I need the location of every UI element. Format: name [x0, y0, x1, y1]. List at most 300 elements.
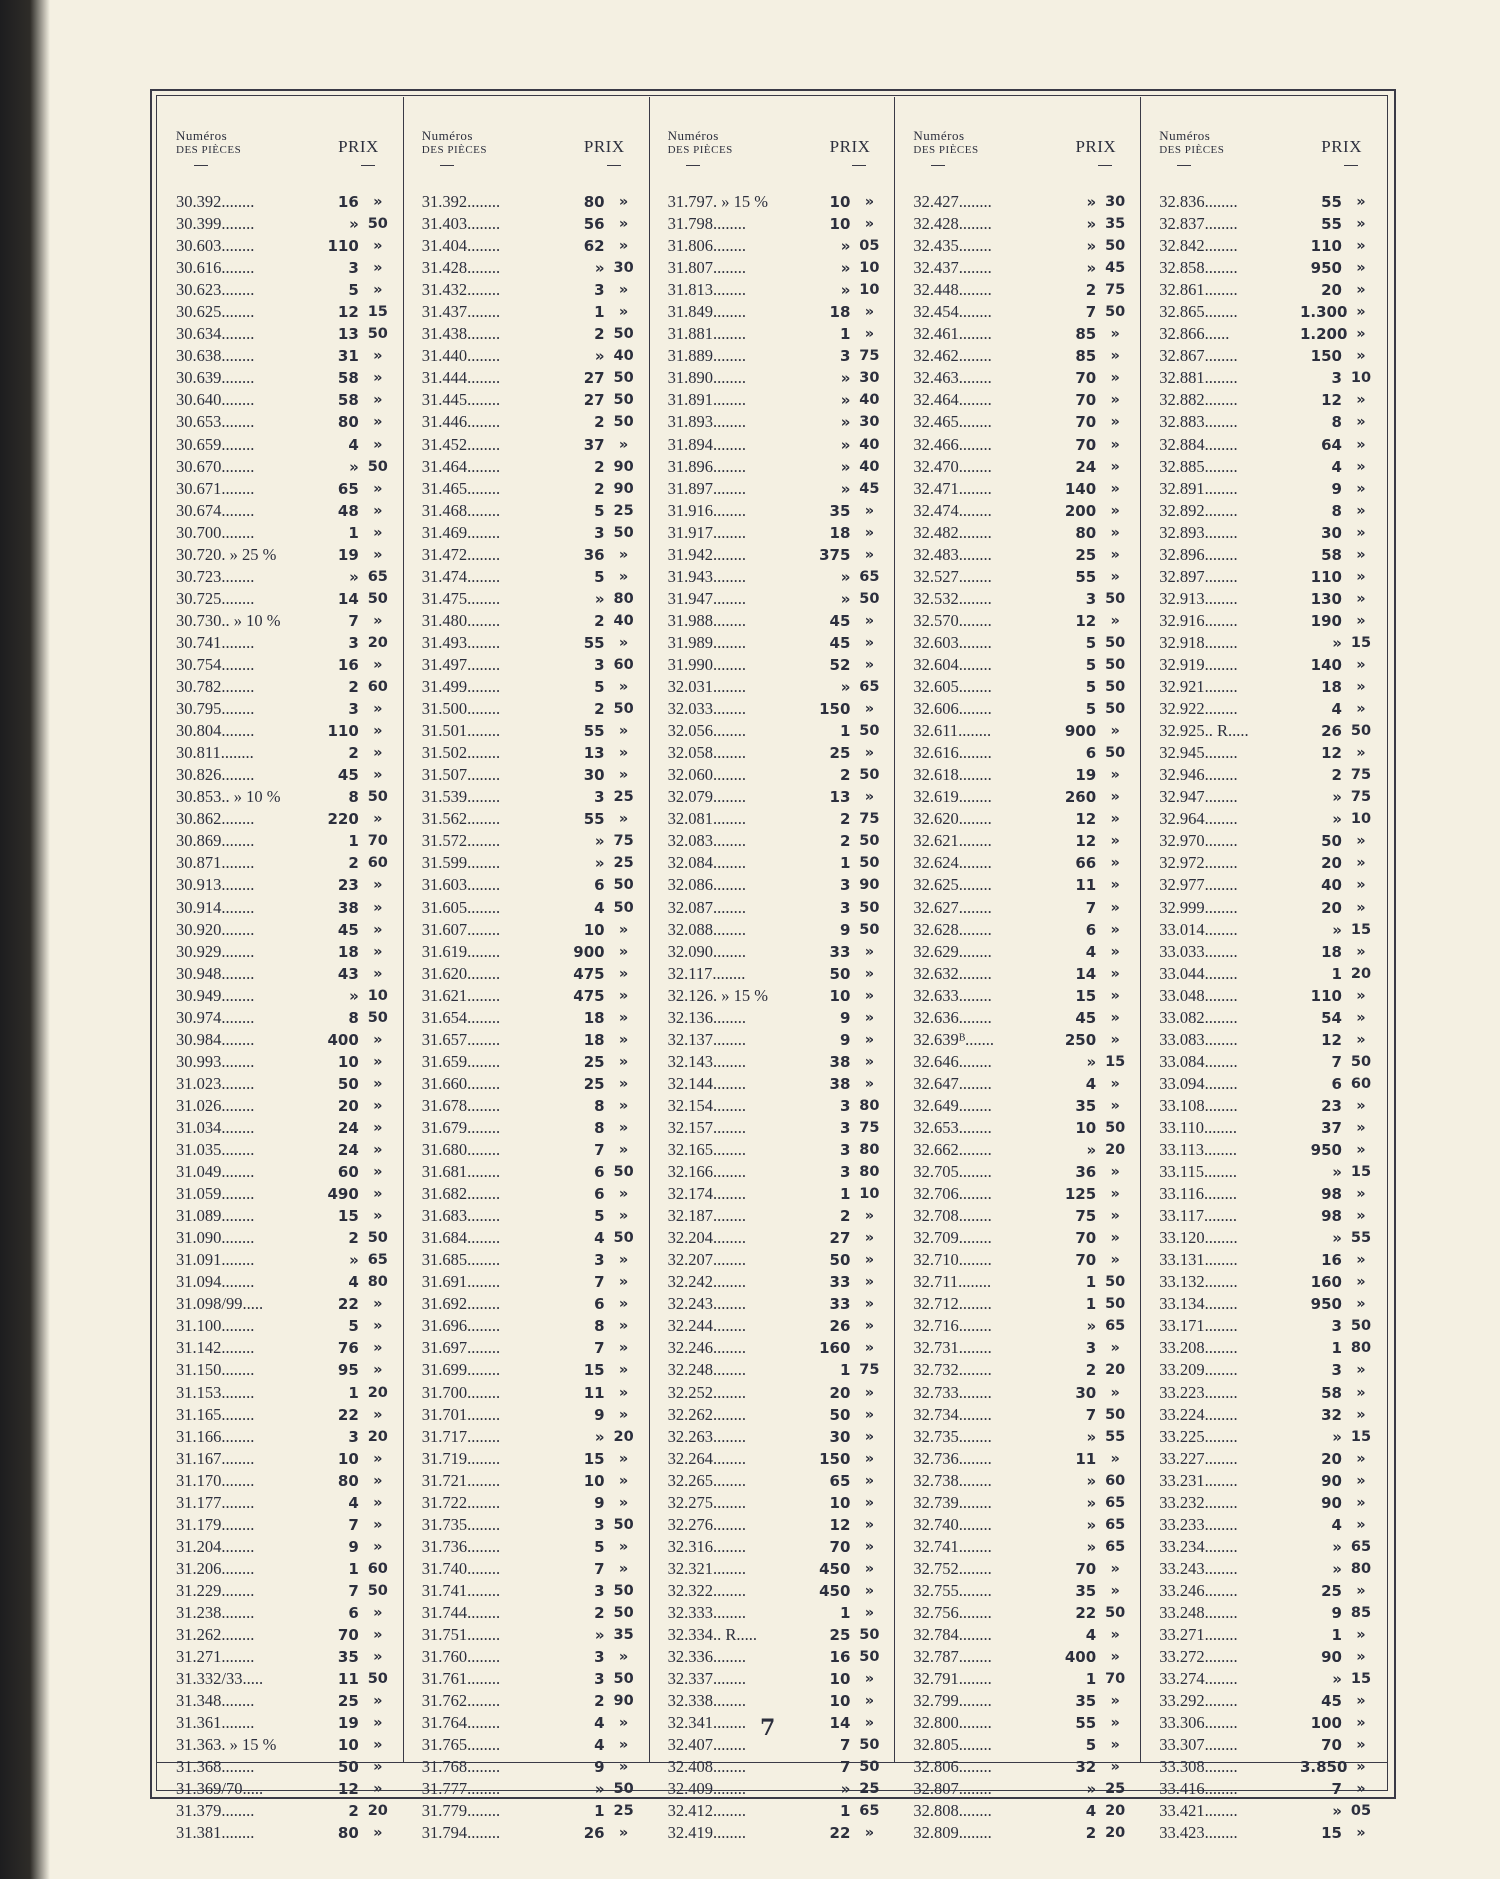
part-number: 31.475........: [421, 588, 501, 608]
price-row: [668, 1778, 889, 1800]
price-centimes: »: [618, 568, 629, 585]
part-number: 30.811........: [176, 743, 254, 763]
price-centimes: 15: [1105, 1053, 1126, 1070]
price-centimes: »: [618, 987, 629, 1004]
price-row: [668, 1095, 889, 1117]
part-number: 30.853.. » 10 %: [176, 787, 281, 807]
price-francs: »: [840, 678, 851, 697]
price-centimes: 65: [367, 1252, 388, 1269]
price-centimes: »: [864, 1252, 875, 1269]
price-row: [422, 588, 643, 610]
part-number: 32.731........: [913, 1338, 992, 1358]
part-number: 32.338........: [667, 1691, 746, 1711]
part-number: 31.813........: [667, 280, 746, 300]
part-number: 32.462........: [913, 346, 992, 366]
header-dashes: [668, 157, 889, 177]
price-francs: 450: [819, 1559, 851, 1578]
price-row: [913, 1800, 1134, 1822]
part-number: 32.916........: [1159, 610, 1238, 630]
price-row: [176, 544, 397, 566]
price-row: [668, 874, 889, 896]
price-centimes: »: [1110, 326, 1120, 343]
price-row: [668, 1337, 889, 1359]
price-centimes: »: [373, 1362, 383, 1379]
price-row: [176, 698, 397, 720]
part-number: 32.913........: [1159, 588, 1238, 608]
price-francs: 10: [583, 1471, 605, 1490]
part-number: 33.421........: [1159, 1801, 1238, 1821]
price-centimes: »: [373, 899, 383, 916]
price-row: [422, 1161, 643, 1183]
price-francs: 12: [337, 1780, 359, 1799]
part-number: 33.044........: [1159, 963, 1238, 983]
price-centimes: 20: [367, 1384, 388, 1401]
price-francs: 12: [337, 303, 359, 322]
price-row: [1159, 941, 1380, 963]
price-row: [913, 411, 1134, 433]
price-centimes: 50: [859, 899, 880, 916]
price-row: [422, 367, 643, 389]
part-number: 32.629........: [913, 941, 992, 961]
part-number: 30.869........: [176, 831, 255, 851]
price-francs: 10: [829, 1493, 851, 1512]
price-francs: 11: [1075, 1449, 1097, 1468]
part-number: 31.444........: [421, 368, 501, 388]
part-number: 32.738........: [913, 1470, 992, 1490]
price-centimes: »: [373, 524, 383, 541]
price-centimes: »: [1356, 304, 1366, 321]
price-francs: 3: [839, 876, 851, 895]
price-row: [913, 522, 1134, 544]
price-row: [1159, 588, 1380, 610]
price-row: [1159, 367, 1380, 389]
price-centimes: 90: [613, 480, 634, 497]
part-number: 32.204........: [667, 1228, 746, 1248]
price-centimes: »: [618, 965, 629, 982]
price-centimes: »: [1356, 392, 1366, 409]
price-row: [1159, 1778, 1380, 1800]
price-francs: 12: [1321, 1030, 1342, 1049]
price-centimes: »: [1110, 855, 1120, 872]
price-francs: 3: [839, 347, 851, 366]
price-francs: 22: [337, 1295, 359, 1314]
price-row: [913, 279, 1134, 301]
price-row: [913, 786, 1134, 808]
price-centimes: »: [1356, 1274, 1366, 1291]
price-row: [1159, 1624, 1380, 1646]
part-number: 32.482........: [913, 522, 992, 542]
price-row: [913, 1293, 1134, 1315]
price-rows: [668, 191, 889, 1845]
part-number: 32.922........: [1159, 699, 1238, 719]
price-centimes: »: [618, 1649, 629, 1666]
price-centimes: »: [1110, 502, 1120, 519]
part-number: 31.684........: [421, 1228, 501, 1248]
price-centimes: »: [373, 877, 383, 894]
price-centimes: 50: [859, 855, 880, 872]
price-row: [913, 301, 1134, 323]
part-number: 30.920........: [176, 919, 255, 939]
price-row: [668, 698, 889, 720]
part-number: 33.117........: [1159, 1206, 1237, 1226]
price-centimes: 50: [1105, 1296, 1126, 1313]
price-row: [913, 1139, 1134, 1161]
price-centimes: 15: [1350, 1164, 1372, 1181]
part-number: 31.990........: [667, 654, 746, 674]
part-number: 32.842........: [1159, 236, 1238, 256]
price-row: [176, 1315, 397, 1337]
price-centimes: »: [1356, 590, 1366, 607]
part-number: 32.243........: [667, 1294, 746, 1314]
part-number: 32.636........: [913, 1007, 992, 1027]
price-francs: 1: [839, 325, 851, 344]
price-francs: »: [594, 589, 605, 608]
price-row: [668, 500, 889, 522]
price-centimes: 50: [1105, 679, 1126, 696]
price-francs: »: [1332, 1802, 1342, 1821]
price-francs: 18: [583, 1008, 605, 1027]
price-centimes: »: [1110, 1649, 1120, 1666]
price-francs: 38: [337, 898, 359, 917]
price-row: [1159, 676, 1380, 698]
price-row: [176, 742, 397, 764]
price-centimes: »: [864, 326, 875, 343]
price-francs: 3: [594, 523, 605, 542]
part-number: 31.654........: [421, 1007, 501, 1027]
price-row: [1159, 389, 1380, 411]
price-centimes: »: [1110, 436, 1120, 453]
price-francs: 18: [1321, 942, 1342, 961]
part-number: 31.685........: [421, 1250, 501, 1270]
price-row: [422, 522, 643, 544]
price-centimes: »: [864, 1053, 875, 1070]
price-row: [668, 1492, 889, 1514]
price-francs: 6: [1085, 920, 1097, 939]
price-row: [913, 1448, 1134, 1470]
price-row: [1159, 654, 1380, 676]
part-number: 32.836........: [1159, 192, 1238, 211]
price-row: [913, 1492, 1134, 1514]
price-centimes: 50: [859, 1759, 880, 1776]
part-number: 31.744........: [421, 1603, 501, 1622]
part-number: 31.621........: [421, 985, 501, 1005]
price-centimes: »: [1110, 1031, 1120, 1048]
price-francs: 15: [337, 1207, 359, 1226]
price-row: [913, 191, 1134, 213]
price-centimes: 55: [1350, 1230, 1372, 1247]
part-number: 32.461........: [913, 324, 992, 344]
price-centimes: »: [864, 524, 875, 541]
part-number: 33.232........: [1159, 1492, 1238, 1512]
part-number: 32.408........: [667, 1757, 746, 1777]
price-centimes: »: [373, 1825, 383, 1842]
price-column-1: [158, 97, 404, 1843]
part-number: 32.570........: [913, 610, 992, 630]
price-row: [176, 897, 397, 919]
price-francs: 50: [829, 1251, 851, 1270]
part-number: 33.131........: [1159, 1250, 1238, 1270]
price-francs: 8: [348, 1008, 359, 1027]
part-number: 31.797. » 15 %: [667, 192, 768, 211]
price-francs: 65: [337, 479, 359, 498]
price-centimes: »: [1110, 1164, 1120, 1181]
price-row: [1159, 1073, 1380, 1095]
price-rows: [422, 191, 643, 1845]
price-centimes: 65: [1105, 1318, 1126, 1335]
price-row: [422, 1359, 643, 1381]
part-number: 32.165........: [667, 1140, 746, 1160]
column-header: [913, 119, 1134, 157]
part-number: 31.697........: [421, 1338, 501, 1358]
part-number: 31.204........: [176, 1536, 255, 1556]
price-row: [422, 1404, 643, 1426]
part-number: 32.322........: [667, 1580, 746, 1600]
price-francs: 20: [1321, 854, 1342, 873]
part-number: 30.782........: [176, 677, 255, 697]
price-francs: »: [1086, 259, 1097, 278]
part-number: 33.116........: [1159, 1184, 1237, 1204]
price-row: [176, 1492, 397, 1514]
price-row: [913, 1095, 1134, 1117]
price-francs: 9: [839, 920, 851, 939]
part-number: 32.893........: [1159, 522, 1238, 542]
price-francs: 37: [1321, 1118, 1342, 1137]
part-number: 32.033........: [667, 699, 746, 719]
price-francs: 3: [348, 700, 359, 719]
price-row: [913, 1359, 1134, 1381]
part-number: 31.682........: [421, 1184, 501, 1204]
price-centimes: 30: [859, 414, 880, 431]
part-number: 32.606........: [913, 699, 992, 719]
price-francs: 7: [1331, 1780, 1342, 1799]
part-number: 32.619........: [913, 787, 992, 807]
part-number: 31.497........: [421, 654, 501, 674]
part-number: 32.483........: [913, 544, 992, 564]
price-centimes: »: [618, 1208, 629, 1225]
price-francs: 1: [839, 1802, 851, 1821]
price-centimes: »: [1356, 1759, 1366, 1776]
price-centimes: »: [1356, 1009, 1366, 1026]
part-number: 31.500........: [421, 699, 501, 719]
price-centimes: 80: [859, 1142, 880, 1159]
price-francs: 3: [594, 1648, 605, 1667]
price-row: [668, 1183, 889, 1205]
price-francs: 19: [337, 545, 359, 564]
price-centimes: 20: [1105, 1362, 1126, 1379]
price-row: [913, 1117, 1134, 1139]
price-francs: 38: [829, 1052, 851, 1071]
price-francs: »: [1332, 1670, 1342, 1689]
part-number: 32.081........: [667, 809, 746, 829]
price-francs: 45: [1321, 1692, 1342, 1711]
price-row: [176, 434, 397, 456]
price-centimes: »: [1356, 745, 1366, 762]
price-centimes: »: [864, 656, 875, 673]
column-header: [1159, 119, 1380, 157]
part-number: 31.947........: [667, 588, 746, 608]
price-row: [668, 213, 889, 235]
part-number: 32.448........: [913, 280, 992, 300]
price-francs: 12: [1321, 391, 1342, 410]
price-centimes: »: [373, 392, 383, 409]
price-francs: »: [349, 1251, 359, 1270]
price-francs: 9: [594, 1493, 605, 1512]
header-dash: [607, 165, 621, 177]
price-row: [1159, 1668, 1380, 1690]
price-centimes: 10: [1350, 811, 1372, 828]
numeros-label: [176, 129, 241, 157]
price-francs: 12: [1075, 810, 1097, 829]
price-row: [913, 588, 1134, 610]
price-row: [422, 1051, 643, 1073]
price-centimes: 50: [613, 524, 634, 541]
price-row: [668, 1227, 889, 1249]
price-francs: 15: [583, 1449, 605, 1468]
part-number: 33.234........: [1159, 1536, 1238, 1556]
price-row: [422, 191, 643, 213]
price-row: [1159, 456, 1380, 478]
price-centimes: »: [373, 1318, 383, 1335]
price-centimes: »: [1356, 1362, 1366, 1379]
part-number: 32.884........: [1159, 434, 1238, 454]
part-number: 31.681........: [421, 1162, 501, 1182]
part-number: 33.120........: [1159, 1228, 1238, 1248]
price-centimes: 15: [1350, 1671, 1372, 1688]
part-number: 31.735........: [421, 1514, 501, 1534]
price-francs: 7: [348, 1581, 359, 1600]
price-centimes: »: [373, 1186, 383, 1203]
part-number: 33.113........: [1159, 1140, 1237, 1160]
price-row: [422, 1778, 643, 1800]
part-number: 32.031........: [667, 677, 746, 697]
price-francs: 375: [819, 545, 851, 564]
part-number: 31.098/99.....: [176, 1294, 264, 1314]
price-francs: 40: [1321, 876, 1342, 895]
price-francs: »: [1086, 1471, 1097, 1490]
price-centimes: »: [618, 1075, 629, 1092]
price-row: [668, 1734, 889, 1756]
price-francs: 9: [1331, 479, 1342, 498]
price-row: [176, 1117, 397, 1139]
price-row: [913, 1249, 1134, 1271]
part-number: 31.091........: [176, 1250, 255, 1270]
price-centimes: 05: [859, 238, 880, 255]
price-centimes: 45: [859, 480, 880, 497]
price-row: [1159, 1227, 1380, 1249]
price-francs: 950: [1310, 1141, 1342, 1160]
price-row: [668, 235, 889, 257]
price-row: [1159, 1382, 1380, 1404]
price-row: [176, 1580, 397, 1602]
price-centimes: 90: [859, 877, 880, 894]
part-number: 31.049........: [176, 1162, 255, 1182]
part-number: 31.916........: [667, 500, 746, 520]
part-number: 30.603........: [176, 236, 255, 256]
price-francs: 58: [337, 369, 359, 388]
price-row: [1159, 478, 1380, 500]
price-francs: »: [840, 281, 851, 300]
price-centimes: »: [373, 1450, 383, 1467]
price-francs: 4: [594, 898, 605, 917]
price-row: [1159, 852, 1380, 874]
part-number: 32.463........: [913, 368, 992, 388]
price-row: [668, 941, 889, 963]
part-number: 33.014........: [1159, 919, 1238, 939]
part-number: 32.633........: [913, 985, 992, 1005]
price-centimes: »: [864, 1494, 875, 1511]
price-centimes: »: [1356, 612, 1366, 629]
price-row: [1159, 1205, 1380, 1227]
price-francs: 4: [594, 1229, 605, 1248]
price-centimes: »: [618, 194, 629, 210]
price-row: [422, 389, 643, 411]
price-row: [422, 500, 643, 522]
part-number: 32.882........: [1159, 390, 1238, 410]
part-number: 31.368........: [176, 1757, 255, 1777]
price-francs: 4: [348, 1273, 359, 1292]
price-row: [913, 720, 1134, 742]
price-francs: 50: [337, 1758, 359, 1777]
price-francs: 450: [819, 1581, 851, 1600]
price-centimes: »: [864, 789, 875, 806]
price-row: [668, 1359, 889, 1381]
part-number: 30.640........: [176, 390, 255, 410]
part-number: 31.942........: [667, 544, 746, 564]
price-row: [176, 985, 397, 1007]
price-row: [668, 610, 889, 632]
price-francs: 1: [839, 1604, 851, 1622]
price-row: [668, 389, 889, 411]
part-number: 30.741........: [176, 632, 255, 652]
header-dashes: [913, 157, 1134, 177]
price-row: [1159, 301, 1380, 323]
price-centimes: »: [864, 943, 875, 960]
price-row: [913, 389, 1134, 411]
price-francs: 27: [583, 369, 605, 388]
price-francs: »: [1332, 1559, 1342, 1578]
price-francs: 7: [348, 611, 359, 630]
price-centimes: 50: [859, 723, 880, 740]
price-row: [422, 1580, 643, 1602]
price-francs: 25: [829, 744, 851, 763]
price-centimes: »: [373, 1737, 383, 1754]
price-row: [1159, 191, 1380, 213]
part-number: 32.945........: [1159, 743, 1238, 763]
price-francs: 8: [594, 1317, 605, 1336]
price-francs: 30: [1321, 523, 1342, 542]
price-row: [913, 1205, 1134, 1227]
price-centimes: »: [618, 546, 629, 563]
part-number: 32.921........: [1159, 677, 1238, 697]
price-francs: 64: [1321, 435, 1342, 454]
price-centimes: »: [373, 348, 383, 365]
price-row: [1159, 1734, 1380, 1756]
part-number: 31.059........: [176, 1184, 255, 1204]
price-row: [1159, 1029, 1380, 1051]
price-centimes: »: [1356, 348, 1366, 365]
price-centimes: »: [618, 1274, 629, 1291]
price-row: [176, 1426, 397, 1448]
price-centimes: »: [1356, 502, 1366, 519]
price-row: [176, 1668, 397, 1690]
price-row: [1159, 1470, 1380, 1492]
price-row: [422, 411, 643, 433]
price-francs: 9: [348, 1537, 359, 1556]
part-number: 31.721........: [421, 1470, 501, 1490]
price-francs: 400: [327, 1030, 359, 1049]
prix-label: PRIX: [583, 137, 625, 156]
part-number: 32.735........: [913, 1426, 992, 1446]
